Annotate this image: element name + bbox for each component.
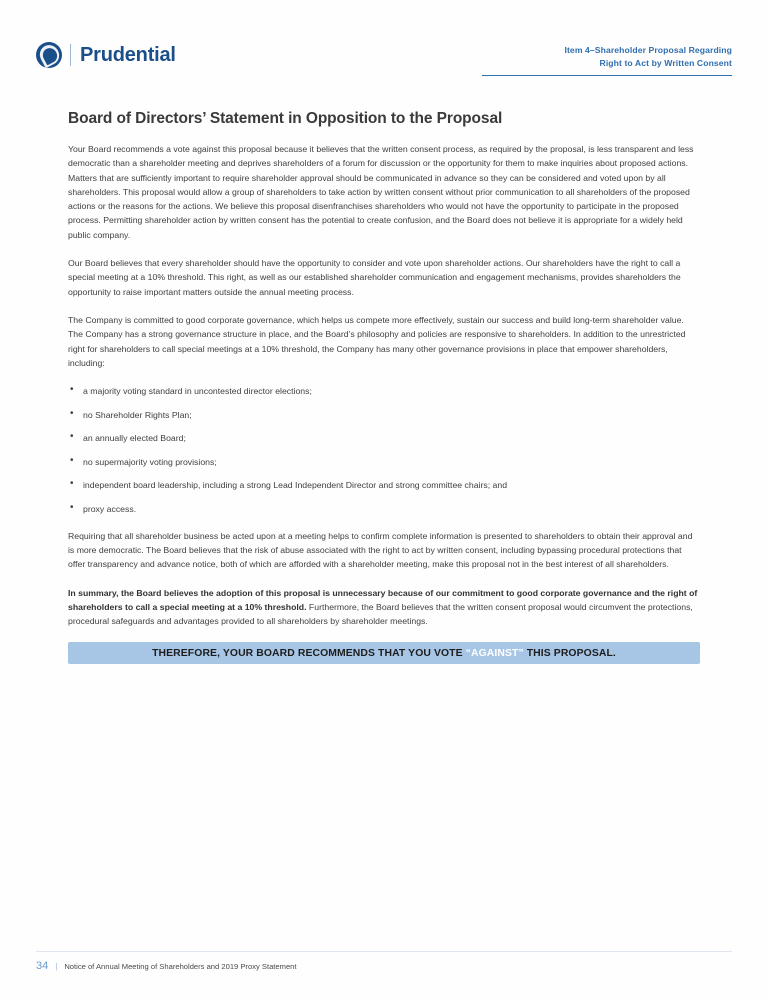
paragraph-2: Our Board believes that every shareholder should have the opportunity to consider and vote upon shareholder actions. Our shareholders have the right to call a special meeting at a 10% threshold. This right, as well as our established shareholder communication and engagement mechanisms, provides shareholders the opportunity to raise important matters outside the annual meeting process.	[68, 258, 681, 297]
header-underline	[482, 75, 732, 76]
list-item: • proxy access.	[68, 502, 700, 516]
logo-divider	[70, 44, 71, 66]
paragraph-after-list: Requiring that all shareholder business be acted upon at a meeting helps to confirm complete information is presented to shareholders to obtain their approval and is more democratic. The Board believes that the risk of abuse associated with the right to act by written consent, including bypassing procedural protections that offer transparency and advance notice, both of which are afforded with a shareholder meeting, make this proposal not in the best interest of all shareholders.	[68, 530, 693, 570]
list-item: • a majority voting standard in uncontested director elections;	[68, 384, 700, 398]
list-item: • no supermajority voting provisions;	[68, 455, 700, 469]
summary-bold-text: In summary, the Board believes the adoption of this proposal is unnecessary because of our commitment to good corporate governance and the right of shareholders to call a special meeting at a 10% threshold.	[68, 587, 698, 612]
footer-page-number: 34	[36, 960, 49, 972]
footer-separator: |	[55, 962, 58, 971]
page-content	[68, 110, 700, 664]
recommendation-suffix: THIS PROPOSAL.	[526, 647, 616, 659]
header-item-line-1: Item 4–Shareholder Proposal Regarding	[564, 45, 732, 55]
paragraph-3: The Company is committed to good corporate governance, which helps us compete more effectively, sustain our success and build long-term shareholder value. The Company has a strong governance structure in place, and the Board’s philosophy and policies are responsive to shareholders. In addition to the unrestricted right for shareholders to call special meetings at a 10% threshold, the Company has many other governance provisions in place that empower shareholders, including:	[68, 314, 686, 368]
list-item: • an annually elected Board;	[68, 431, 700, 445]
page-footer	[36, 960, 736, 972]
list-item: • no Shareholder Rights Plan;	[68, 408, 700, 422]
recommendation-banner	[68, 642, 700, 664]
page-title: Board of Directors’ Statement in Opposition to the Proposal	[68, 110, 503, 127]
prudential-rock-icon	[36, 42, 62, 68]
recommendation-vote: “AGAINST”	[465, 647, 524, 659]
summary-paragraph	[68, 586, 700, 629]
header-section-reference	[564, 44, 732, 70]
governance-provisions-list	[68, 384, 700, 516]
recommendation-prefix: THEREFORE, YOUR BOARD RECOMMENDS THAT YOU VOTE	[152, 647, 463, 659]
footer-divider-line	[36, 951, 732, 952]
page-header	[0, 0, 768, 90]
list-item: • independent board leadership, including a strong Lead Independent Director and strong committee chairs; and	[68, 478, 700, 492]
summary-rest-text: Furthermore, the Board believes that the written consent proposal would circumvent the protections, procedural safeguards and advantages provided to all shareholders by shareholder meetings.	[68, 601, 693, 627]
brand-name: Prudential	[80, 43, 176, 66]
brand-logo	[36, 42, 176, 68]
header-item-line-2: Right to Act by Written Consent	[599, 58, 732, 68]
footer-document-title: Notice of Annual Meeting of Shareholders and 2019 Proxy Statement	[64, 962, 297, 971]
paragraph-1: Your Board recommends a vote against this proposal because it believes that the written consent process, as required by the proposal, is less transparent and less democratic than a shareholder meeting and deprives shareholders of a forum for discussion or the opportunity for them to make inquiries about proposed actions. Matters that are sufficiently important to require shareholder approval should be communicated in advance so they can be considered and voted upon by all shareholders. This proposal would allow a group of shareholders to take action by written consent without prior communication to all shareholders of the proposed actions or the reasons for the actions. We believe this proposal disenfranchises shareholders who would not have the opportunity to participate in the proposed process. Permitting shareholder action by written consent has the potential to create confusion, and the Board does not believe it is appropriate for a widely held public company.	[68, 144, 694, 240]
